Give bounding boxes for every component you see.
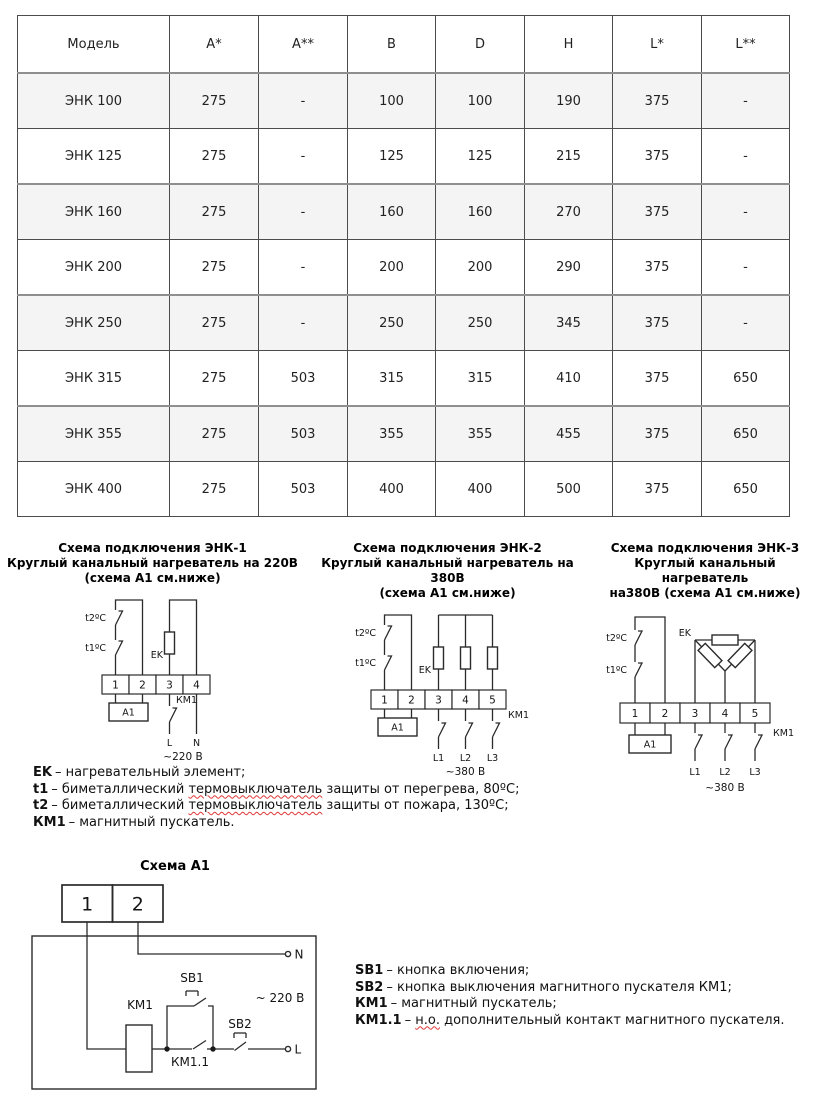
label-l2: L2	[459, 753, 472, 764]
legend-text: – кнопка выключения магнитного пускателя КМ1;	[386, 979, 732, 995]
label-t2: t2ºC	[84, 613, 106, 624]
dim-cell: 100	[436, 73, 525, 129]
dim-cell: 400	[348, 462, 436, 517]
label-l1: L1	[688, 767, 701, 778]
label-ek: EK	[418, 665, 431, 676]
label-l: L	[166, 738, 172, 749]
legend-term: SB2	[355, 979, 384, 995]
legend-text-underlined: термовыключатель	[188, 781, 323, 797]
dim-cell: 275	[170, 184, 259, 240]
dim-cell: -	[702, 184, 790, 240]
model-cell: ЭНК 100	[18, 73, 170, 129]
label-n: N	[294, 947, 304, 962]
heater-element-ek	[712, 635, 738, 645]
dim-cell: 125	[348, 129, 436, 185]
terminal-number: 2	[131, 893, 144, 916]
diagram-enk1-title	[0, 541, 305, 586]
legend-item-km11	[355, 1013, 785, 1030]
dim-cell: 345	[525, 295, 613, 351]
col-header-l2: L**	[702, 16, 790, 74]
dim-cell: 200	[436, 240, 525, 296]
diagram-enk2-title	[305, 541, 590, 601]
dim-cell: -	[259, 129, 348, 185]
dim-cell: 100	[348, 73, 436, 129]
dim-cell: 400	[436, 462, 525, 517]
label-km1: КМ1	[508, 710, 529, 721]
table-row	[18, 462, 790, 517]
legend-term: EK	[33, 765, 52, 780]
table-row	[18, 184, 790, 240]
terminal-number: 1	[111, 679, 119, 692]
label-sb2: SB2	[228, 1017, 252, 1031]
label-ek: EK	[678, 628, 691, 639]
heater-element-ek	[461, 647, 471, 669]
label-t1: t1ºC	[84, 643, 106, 654]
terminal-number: 5	[751, 708, 758, 720]
dim-cell: -	[259, 240, 348, 296]
legend-item-km1	[33, 815, 820, 832]
title-line: Круглый канальный нагреватель на 220В	[7, 556, 298, 570]
diagram-enk2-svg	[355, 605, 540, 781]
dim-cell: 650	[702, 462, 790, 517]
label-a1: А1	[121, 707, 135, 719]
terminal-number: 3	[165, 679, 173, 692]
terminal-number: 4	[721, 708, 728, 720]
dim-cell: -	[702, 295, 790, 351]
terminal-number: 2	[408, 694, 415, 707]
legend-term: t1	[33, 781, 49, 797]
dim-cell: 503	[259, 462, 348, 517]
diagram-enk3-svg	[603, 605, 808, 800]
dim-cell: 275	[170, 240, 259, 296]
dim-cell: 375	[613, 240, 702, 296]
dim-cell: 275	[170, 295, 259, 351]
dim-cell: 275	[170, 129, 259, 185]
heater-element-ek	[164, 632, 174, 654]
junction-dot	[210, 1046, 215, 1051]
n-terminal	[285, 951, 290, 956]
l-terminal	[285, 1046, 290, 1051]
legend-text: дополнительный контакт магнитного пускателя.	[439, 1012, 785, 1028]
model-cell: ЭНК 355	[18, 406, 170, 462]
schema-a1-section	[0, 859, 820, 1100]
dim-cell: 375	[613, 406, 702, 462]
label-a1: А1	[643, 739, 656, 751]
km1-coil	[126, 1025, 152, 1072]
legend-text: защиты от перегрева, 80ºС;	[322, 781, 520, 797]
diagram-enk3-title	[590, 541, 820, 601]
legend-term: t2	[33, 798, 49, 813]
a1-legend	[355, 963, 785, 1029]
dim-cell: 375	[613, 351, 702, 407]
label-km1: КМ1	[772, 728, 794, 739]
schema-a1-title: Схема А1	[140, 859, 210, 874]
terminal-number: 5	[489, 694, 496, 707]
legend-text: – биметаллический	[51, 798, 189, 813]
legend-term: КМ1	[33, 814, 66, 830]
terminal-number: 2	[138, 679, 146, 692]
legend-text: защиты от пожара, 130ºС;	[322, 798, 509, 813]
table-row	[18, 73, 790, 129]
dim-cell: 355	[436, 406, 525, 462]
legend-text: – магнитный пускатель;	[390, 996, 557, 1011]
heater-element-ek	[488, 647, 498, 669]
dim-cell: 375	[613, 129, 702, 185]
dim-cell: 375	[613, 295, 702, 351]
label-ek: EK	[150, 650, 163, 661]
label-t2: t2ºC	[355, 628, 376, 639]
terminal-block	[62, 885, 163, 922]
dim-cell: 315	[348, 351, 436, 407]
dim-cell: 275	[170, 406, 259, 462]
label-a1: А1	[391, 722, 404, 734]
model-cell: ЭНК 125	[18, 129, 170, 185]
heater-element-ek	[434, 647, 444, 669]
dim-cell: 375	[613, 184, 702, 240]
label-voltage: ~380 В	[445, 766, 486, 778]
legend-term: SB1	[355, 963, 384, 978]
table-row	[18, 240, 790, 296]
dim-cell: 315	[436, 351, 525, 407]
wiring	[87, 922, 285, 1051]
dim-cell: 125	[436, 129, 525, 185]
label-n: N	[192, 738, 200, 749]
title-line: на380В (схема А1 см.ниже)	[609, 586, 801, 600]
label-km1: KM1	[127, 998, 153, 1012]
col-header-a2: A**	[259, 16, 348, 74]
dim-cell: -	[259, 73, 348, 129]
legend-item-km1	[355, 996, 785, 1013]
dim-cell: -	[702, 129, 790, 185]
dim-cell: 650	[702, 406, 790, 462]
legend-text-underlined: термовыключатель	[188, 798, 323, 813]
col-header-a1: A*	[170, 16, 259, 74]
legend-text-underlined: н.о.	[415, 1012, 440, 1028]
dim-cell: -	[702, 73, 790, 129]
title-line: (схема А1 см.ниже)	[84, 571, 221, 585]
title-line: Круглый канальный нагреватель	[634, 556, 776, 585]
label-voltage: ~380 В	[704, 782, 745, 794]
schema-a1-diagram	[0, 859, 345, 1100]
model-cell: ЭНК 315	[18, 351, 170, 407]
dim-cell: -	[702, 240, 790, 296]
model-cell: ЭНК 160	[18, 184, 170, 240]
legend-text: – магнитный пускатель.	[68, 814, 235, 830]
label-t1: t1ºC	[355, 658, 376, 669]
dim-cell: 275	[170, 462, 259, 517]
dim-cell: -	[259, 295, 348, 351]
legend-item-t2	[33, 798, 820, 815]
dim-cell: 160	[436, 184, 525, 240]
label-l3: L3	[748, 767, 761, 778]
title-line: Схема подключения ЭНК-2	[353, 541, 542, 555]
diagram-enk2	[305, 541, 590, 781]
label-km11: КМ1.1	[171, 1055, 209, 1069]
label-l1: L1	[432, 753, 445, 764]
dim-cell: -	[259, 184, 348, 240]
heater-element-ek	[728, 643, 752, 667]
dim-cell: 375	[613, 462, 702, 517]
dim-cell: 410	[525, 351, 613, 407]
col-header-b: B	[348, 16, 436, 74]
label-t2: t2ºC	[605, 633, 627, 644]
dim-cell: 275	[170, 73, 259, 129]
title-line: Схема подключения ЭНК-3	[610, 541, 800, 555]
dim-cell: 650	[702, 351, 790, 407]
col-header-l1: L*	[613, 16, 702, 74]
dim-cell: 503	[259, 406, 348, 462]
dim-cell: 500	[525, 462, 613, 517]
dim-cell: 455	[525, 406, 613, 462]
terminal-number: 1	[81, 893, 94, 916]
dim-cell: 250	[436, 295, 525, 351]
label-voltage: ~220 В	[162, 751, 203, 763]
table-row	[18, 129, 790, 185]
title-line: Схема подключения ЭНК-1	[58, 541, 247, 555]
table-row	[18, 406, 790, 462]
table-row	[18, 295, 790, 351]
dim-cell: 355	[348, 406, 436, 462]
legend-term: КМ1	[355, 996, 388, 1011]
table-header-row	[18, 16, 790, 74]
diagram-enk1	[0, 541, 305, 766]
legend-item-sb1	[355, 963, 785, 980]
col-header-model: Модель	[18, 16, 170, 74]
terminal-number: 1	[381, 694, 388, 707]
legend-term: КМ1.1	[355, 1012, 402, 1028]
model-cell: ЭНК 250	[18, 295, 170, 351]
dim-cell: 200	[348, 240, 436, 296]
dim-cell: 275	[170, 351, 259, 407]
label-km1: КМ1	[175, 695, 197, 706]
table-row	[18, 351, 790, 407]
label-sb1: SB1	[180, 971, 204, 985]
col-header-h: H	[525, 16, 613, 74]
heater-element-ek	[698, 643, 722, 667]
model-cell: ЭНК 400	[18, 462, 170, 517]
dim-cell: 215	[525, 129, 613, 185]
diagram-enk1-svg	[73, 590, 233, 766]
dim-cell: 270	[525, 184, 613, 240]
title-line: Круглый канальный нагреватель на 380В	[321, 556, 574, 585]
label-voltage: ~ 220 В	[255, 991, 305, 1005]
legend-text: –	[404, 1012, 416, 1028]
dim-cell: 250	[348, 295, 436, 351]
label-l3: L3	[486, 753, 499, 764]
label-l2: L2	[718, 767, 731, 778]
legend-item-sb2	[355, 980, 785, 997]
terminal-number: 3	[691, 708, 698, 720]
terminal-number: 4	[192, 679, 200, 692]
schema-a1-svg	[10, 882, 340, 1100]
col-header-d: D	[436, 16, 525, 74]
dim-cell: 375	[613, 73, 702, 129]
dim-cell: 190	[525, 73, 613, 129]
junction-dot	[164, 1046, 169, 1051]
terminal-number: 1	[631, 708, 638, 720]
label-t1: t1ºC	[605, 665, 627, 676]
label-l: L	[294, 1042, 302, 1057]
model-cell: ЭНК 200	[18, 240, 170, 296]
dimensions-table	[17, 15, 790, 517]
title-line: (схема А1 см.ниже)	[379, 586, 516, 600]
dim-cell: 160	[348, 184, 436, 240]
legend-text: – биметаллический	[51, 781, 189, 797]
terminal-number: 4	[462, 694, 469, 707]
terminal-number: 2	[661, 708, 668, 720]
diagram-enk3	[590, 541, 820, 800]
legend-text: – кнопка включения;	[386, 963, 530, 978]
dim-cell: 503	[259, 351, 348, 407]
terminal-number: 3	[435, 694, 442, 707]
legend-text: – нагревательный элемент;	[54, 765, 246, 780]
dim-cell: 290	[525, 240, 613, 296]
